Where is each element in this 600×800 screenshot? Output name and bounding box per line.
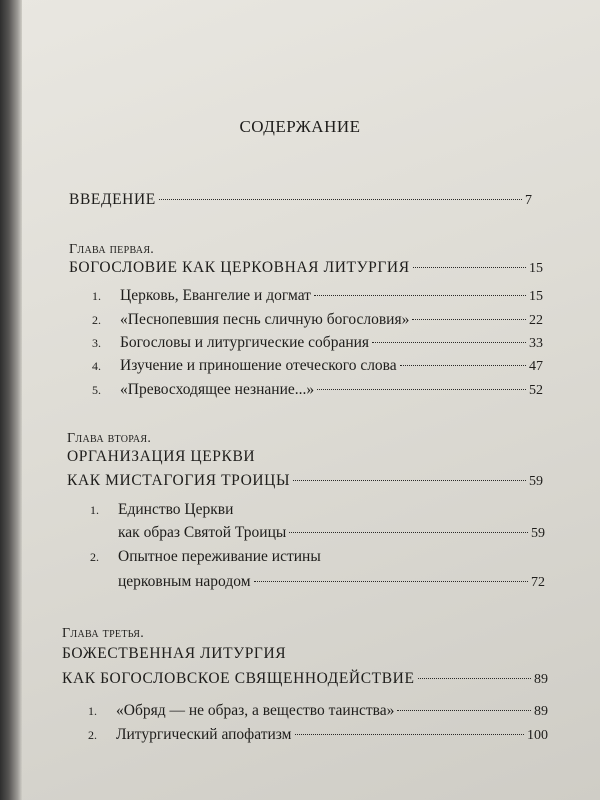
item-title: «Обряд — не образ, а вещество таинства»: [116, 702, 395, 719]
dot-leader: [400, 365, 526, 366]
dot-leader: [397, 710, 531, 711]
toc-item[interactable]: [88, 702, 548, 720]
item-title: «Превосходящее незнание...»: [120, 381, 315, 398]
item-title: Богословы и литургические собрания: [120, 334, 370, 351]
dot-leader: [293, 480, 526, 481]
chapter-title: КАК МИСТАГОГИЯ ТРОИЦЫ: [67, 472, 291, 489]
item-title: «Песнопевшия песнь сличную богословия»: [120, 311, 410, 328]
page-number: 15: [529, 289, 543, 304]
page-number: 100: [527, 728, 548, 743]
item-title: Литургический апофатизм: [116, 726, 292, 743]
page-number: 33: [529, 336, 543, 351]
item-number: 5.: [92, 383, 101, 397]
chapter-label: Глава вторая.: [67, 431, 152, 446]
toc-item[interactable]: [92, 287, 543, 305]
dot-leader: [314, 295, 526, 296]
toc-item-first-line: [90, 501, 233, 519]
dot-leader: [418, 678, 531, 679]
item-title: как образ Святой Троицы: [118, 524, 287, 541]
toc-item[interactable]: [88, 726, 548, 744]
toc-chapter-3[interactable]: [62, 670, 548, 688]
toc-chapter-1[interactable]: [69, 259, 543, 277]
toc-item[interactable]: [118, 524, 545, 542]
toc-item[interactable]: [118, 573, 545, 591]
item-title: Церковь, Евангелие и догмат: [120, 287, 311, 304]
dot-leader: [372, 342, 526, 343]
page-number: 15: [529, 261, 543, 276]
dot-leader: [289, 532, 528, 533]
item-number: 1.: [88, 704, 97, 718]
page-number: 59: [529, 474, 543, 489]
page-number: 59: [531, 526, 545, 541]
toc-item[interactable]: [92, 357, 543, 375]
dot-leader: [412, 319, 526, 320]
dot-leader: [254, 581, 528, 582]
toc-chapter-2[interactable]: [67, 472, 543, 490]
toc-item[interactable]: [92, 334, 543, 352]
chapter-label: Глава третья.: [62, 626, 145, 641]
page-number: 22: [529, 313, 543, 328]
dot-leader: [317, 389, 526, 390]
page-number: 47: [529, 359, 543, 374]
page-number: 89: [534, 704, 548, 719]
item-title: Опытное переживание истины: [118, 548, 321, 565]
item-number: 4.: [92, 359, 101, 373]
toc-item[interactable]: [92, 381, 543, 399]
page-number: 7: [525, 193, 532, 208]
item-number: 1.: [92, 289, 101, 303]
page-number: 89: [534, 672, 548, 687]
item-number: 2.: [90, 550, 99, 564]
item-title: Изучение и приношение отеческого слова: [120, 357, 397, 374]
page-number: 72: [531, 575, 545, 590]
toc-item-first-line: [90, 548, 321, 566]
toc-item[interactable]: [92, 311, 543, 329]
chapter-label: Глава первая.: [69, 242, 155, 257]
item-title: церковным народом: [118, 573, 251, 590]
item-number: 2.: [92, 313, 101, 327]
chapter-title: КАК БОГОСЛОВСКОЕ СВЯЩЕННОДЕЙСТВИЕ: [62, 670, 415, 687]
chapter-title: БОГОСЛОВИЕ КАК ЦЕРКОВНАЯ ЛИТУРГИЯ: [69, 259, 410, 276]
toc-entry-label: ВВЕДЕНИЕ: [69, 191, 156, 208]
chapter-title: ОРГАНИЗАЦИЯ ЦЕРКВИ: [67, 448, 256, 465]
item-number: 1.: [90, 503, 99, 517]
chapter-title: БОЖЕСТВЕННАЯ ЛИТУРГИЯ: [62, 645, 287, 662]
page-number: 52: [529, 383, 543, 398]
dot-leader: [159, 199, 522, 200]
toc-entry-intro[interactable]: [69, 191, 532, 209]
dot-leader: [413, 267, 526, 268]
item-number: 2.: [88, 728, 97, 742]
item-number: 3.: [92, 336, 101, 350]
item-title: Единство Церкви: [118, 501, 234, 518]
page-title: СОДЕРЖАНИЕ: [239, 117, 361, 136]
dot-leader: [295, 734, 525, 735]
